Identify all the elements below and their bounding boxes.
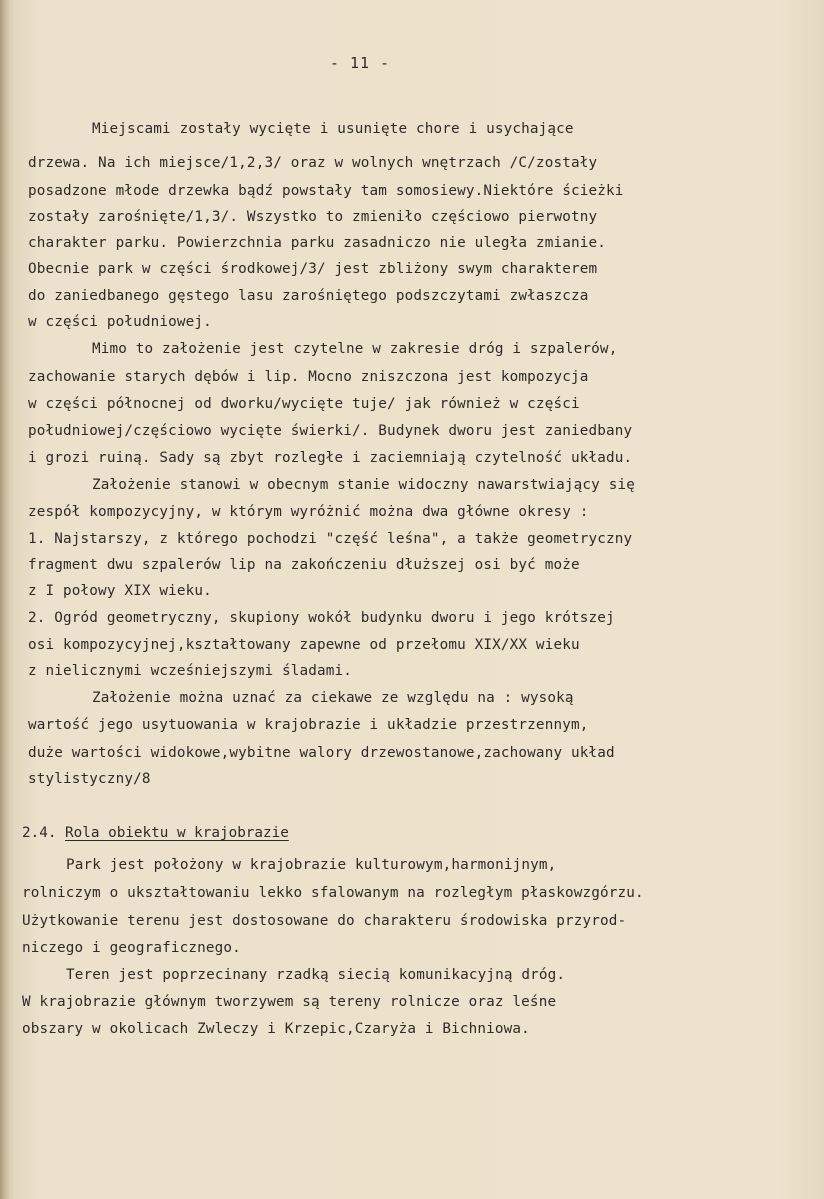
text-line: Założenie można uznać za ciekawe ze względu na : wysoką — [92, 690, 574, 706]
text-line: charakter parku. Powierzchnia parku zasadniczo nie uległa zmianie. — [28, 235, 606, 251]
text-line: Obecnie park w części środkowej/3/ jest zbliżony swym charakterem — [28, 261, 598, 277]
text-line: do zaniedbanego gęstego lasu zarośniętego podszczytami zwłaszcza — [28, 288, 589, 304]
page-binding-edge — [0, 0, 10, 1199]
text-line: z nielicznymi wcześniejszymi śladami. — [28, 663, 353, 679]
text-line: Mimo to założenie jest czytelne w zakresie dróg i szpalerów, — [92, 341, 618, 357]
text-line: Miejscami zostały wycięte i usunięte chore i usychające — [92, 121, 574, 137]
text-line: obszary w okolicach Zwleczy i Krzepic,Czaryża i Bichniowa. — [22, 1021, 530, 1037]
page-number: - 11 - — [329, 54, 391, 72]
text-line: Park jest położony w krajobrazie kulturowym,harmonijnym, — [66, 857, 557, 873]
text-line: rolniczym o ukształtowaniu lekko sfalowanym na rozległym płaskowzgórzu. — [22, 885, 644, 901]
text-line: z I połowy XIX wieku. — [28, 583, 212, 599]
text-line: drzewa. Na ich miejsce/1,2,3/ oraz w wolnych wnętrzach /C/zostały — [28, 155, 598, 171]
section-number: 2.4. — [22, 825, 57, 841]
text-line: wartość jego usytuowania w krajobrazie i układzie przestrzennym, — [28, 717, 589, 733]
text-line: niczego i geograficznego. — [22, 940, 241, 956]
text-line: zostały zarośnięte/1,3/. Wszystko to zmieniło częściowo pierwotny — [28, 209, 598, 225]
text-line: fragment dwu szpalerów lip na zakończeniu dłuższej osi być może — [28, 557, 580, 573]
text-line: zachowanie starych dębów i lip. Mocno zniszczona jest kompozycja — [28, 369, 589, 385]
section-heading — [22, 824, 289, 842]
list-item: 1. Najstarszy, z którego pochodzi "część leśna", a także geometryczny — [28, 531, 633, 547]
text-line: i grozi ruiną. Sady są zbyt rozległe i zaciemniają czytelność układu. — [28, 450, 633, 466]
text-line: duże wartości widokowe,wybitne walory drzewostanowe,zachowany układ — [28, 745, 615, 761]
text-line: W krajobrazie głównym tworzywem są tereny rolnicze oraz leśne — [22, 994, 557, 1010]
text-line: w części północnej od dworku/wycięte tuje/ jak również w części — [28, 396, 580, 412]
list-item: 2. Ogród geometryczny, skupiony wokół budynku dworu i jego krótszej — [28, 610, 615, 626]
text-line: stylistyczny/8 — [28, 771, 151, 787]
text-line: w części południowej. — [28, 314, 212, 330]
text-line: Teren jest poprzecinany rzadką siecią komunikacyjną dróg. — [66, 967, 566, 983]
text-line: Użytkowanie terenu jest dostosowane do charakteru środowiska przyrod- — [22, 913, 627, 929]
text-line: Założenie stanowi w obecnym stanie widoczny nawarstwiający się — [92, 477, 635, 493]
text-line: południowej/częściowo wycięte świerki/. Budynek dworu jest zaniedbany — [28, 423, 633, 439]
text-line: zespół kompozycyjny, w którym wyróżnić można dwa główne okresy : — [28, 504, 589, 520]
text-line: posadzone młode drzewka bądź powstały tam somosiewy.Niektóre ścieżki — [28, 183, 624, 199]
section-title: Rola obiektu w krajobrazie — [65, 825, 289, 841]
text-line: osi kompozycyjnej,kształtowany zapewne od przełomu XIX/XX wieku — [28, 637, 580, 653]
